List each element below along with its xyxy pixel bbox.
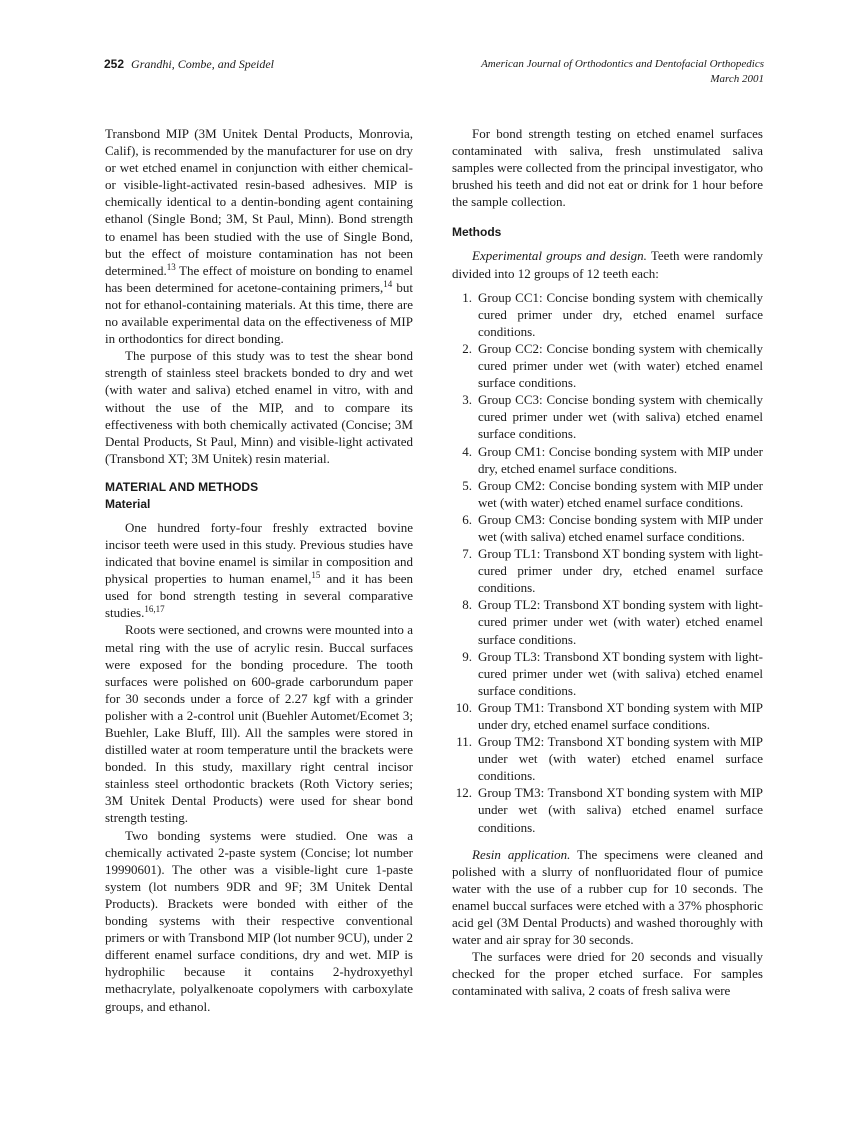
- list-text: Group CC2: Concise bonding system with chemically cured primer under wet (with water) etched enamel surface conditions.: [478, 340, 763, 391]
- text-run: The specimens were cleaned and polished with a slurry of nonfluoridated flour of pumice water with the use of a rubber cup for 10 seconds. The enamel buccal surfaces were etched with a 37% phosphoric acid gel (3M Dental Products) and washed thoroughly with water and air spray for 30 seconds.: [452, 846, 763, 948]
- list-number: 4.: [462, 443, 472, 459]
- material-paragraph-1: [105, 519, 413, 622]
- list-number: 6.: [462, 511, 472, 527]
- list-number: 2.: [462, 340, 472, 356]
- list-number: 7.: [462, 546, 472, 562]
- run-in-heading: Resin application.: [472, 846, 571, 862]
- list-text: Group TM3: Transbond XT bonding system with MIP under wet (with saliva) etched enamel surface conditions.: [478, 785, 763, 835]
- list-text: Group TL3: Transbond XT bonding system with light-cured primer under wet (with saliva) etched enamel surface conditions.: [478, 648, 763, 698]
- subsection-heading-material: Material: [105, 496, 151, 511]
- resin-application-paragraph: [452, 846, 763, 949]
- list-number: 8.: [462, 597, 472, 613]
- list-text: Group TM2: Transbond XT bonding system with MIP under wet (with water) etched enamel surface conditions.: [478, 734, 763, 784]
- surfaces-paragraph: The surfaces were dried for 20 seconds and visually checked for the proper etched surface. For samples contaminated with saliva, 2 coats of fresh saliva were: [452, 949, 763, 999]
- citation: 13: [166, 261, 176, 272]
- list-text: Group CM3: Concise bonding system with MIP under wet (with saliva) etched enamel surface conditions.: [478, 511, 763, 544]
- list-item: [452, 784, 763, 835]
- list-number: 3.: [462, 392, 472, 408]
- issue-date: March 2001: [710, 73, 764, 85]
- text-run: One hundred forty-four freshly extracted bovine incisor teeth were used in this study. Previous studies have indicated that bovine enamel is similar in composition and physical properties to human enamel,: [105, 519, 413, 587]
- group-list: [452, 289, 763, 836]
- running-header-right: [481, 57, 764, 87]
- left-column: [105, 125, 413, 1015]
- list-text: Group CM2: Concise bonding system with MIP under wet (with water) etched enamel surface conditions.: [478, 477, 763, 510]
- citation: 16,17: [144, 604, 165, 615]
- text-run: but not for ethanol-containing materials. At this time, there are no available experimental data on the effectiveness of MIP in orthodontics for direct bonding.: [105, 279, 413, 347]
- intro-paragraph-1: [105, 125, 413, 347]
- list-item: [452, 699, 763, 733]
- list-number: 1.: [462, 289, 472, 305]
- citation: 15: [311, 570, 321, 581]
- list-text: Group TM1: Transbond XT bonding system with MIP under dry, etched enamel surface conditions.: [478, 699, 763, 732]
- section-heading: MATERIAL AND METHODS: [105, 479, 259, 494]
- list-item: [452, 648, 763, 699]
- list-text: Group CC1: Concise bonding system with chemically cured primer under dry, etched enamel surface conditions.: [478, 289, 763, 339]
- running-header-left: [104, 57, 274, 72]
- author-names: Grandhi, Combe, and Speidel: [131, 57, 275, 71]
- list-text: Group CM1: Concise bonding system with MIP under dry, etched enamel surface conditions.: [478, 443, 763, 476]
- list-number: 10.: [455, 699, 472, 715]
- material-paragraph-2: Roots were sectioned, and crowns were mounted into a metal ring with the use of acrylic resin. Buccal surfaces were exposed for the bonding procedure. The tooth surfaces were polished on 600-grade carborundum paper for 30 seconds under a force of 2.27 kgf with a grinder polisher with a 2-control unit (Buehler Automet/Ecomet 3; Buehler, Lake Bluff, Ill). All the samples were stored in distilled water at room temperature until the brackets were bonded. In this study, maxillary right central incisor stainless steel orthodontic brackets (Roth Victory series; 3M Unitek Dental Products) were used for shear bond strength testing.: [105, 622, 413, 826]
- material-paragraph-3: Two bonding systems were studied. One was a chemically activated 2-paste system (Concise; lot number 19990601). The other was a visible-light cure 1-paste system (lot numbers 9DR and 9F; 3M Unitek Dental Products). Brackets were bonded with either of the bonding systems with their respective conventional primers or with Transbond MIP (lot number 9CU), under 2 different enamel surface conditions, dry and wet. MIP is hydrophilic because it contains 2-hydroxyethyl methacrylate, polyalkenoate copolymers with carboxylate groups, and ethanol.: [105, 827, 413, 1014]
- list-item: [452, 596, 763, 647]
- list-text: Group TL2: Transbond XT bonding system with light-cured primer under wet (with water) etched enamel surface conditions.: [478, 597, 763, 647]
- list-item: [452, 545, 763, 596]
- run-in-heading: Experimental groups and design.: [472, 248, 647, 264]
- list-number: 12.: [455, 785, 472, 801]
- list-number: 11.: [456, 734, 472, 750]
- list-number: 9.: [462, 648, 472, 664]
- intro-paragraph-2: The purpose of this study was to test the shear bond strength of stainless steel brackets bonded to dry and wet (with water and saliva) etched enamel in vitro, with and without the use of the MIP, and to compare its effectiveness with both chemically activated (Concise; 3M Dental Products, St Paul, Minn) and visible-light activated (Transbond XT; 3M Unitek) resin material.: [105, 348, 413, 466]
- text-run: The effect of moisture on bonding to enamel has been determined for acetone-containing primers,: [105, 262, 413, 295]
- text-run: and it has been used for bond strength testing in several comparative studies.: [105, 571, 413, 621]
- journal-title: American Journal of Orthodontics and Dentofacial Orthopedics: [481, 58, 764, 70]
- saliva-paragraph: For bond strength testing on etched enamel surfaces contaminated with saliva, fresh unstimulated saliva samples were collected from the principal investigator, who brushed his teeth and did not eat or drink for 1 hour before the sample collection.: [452, 126, 763, 210]
- list-item: [452, 340, 763, 391]
- design-paragraph: [452, 247, 763, 281]
- list-number: 5.: [462, 477, 472, 493]
- page-number: 252: [104, 57, 125, 71]
- list-item: [452, 391, 763, 442]
- right-column: [452, 125, 763, 1000]
- subsection-heading-methods: Methods: [452, 225, 502, 240]
- citation: 14: [383, 278, 393, 289]
- list-text: Group TL1: Transbond XT bonding system with light-cured primer under dry, etched enamel surface conditions.: [478, 546, 763, 596]
- list-item: [452, 477, 763, 511]
- text-run: Teeth were randomly divided into 12 groups of 12 teeth each:: [452, 248, 763, 281]
- list-text: Group CC3: Concise bonding system with chemically cured primer under wet (with saliva) etched enamel surface conditions.: [478, 392, 763, 442]
- text-run: Transbond MIP (3M Unitek Dental Products, Monrovia, Calif), is recommended by the manufacturer for use on dry or wet etched enamel in conjunction with either chemical- or visible-light-activated resin-based adhesives. MIP is chemically identical to a dentin-bonding agent containing ethanol (Single Bond; 3M, St Paul, Minn). Bond strength to enamel has been studied with the use of Single Bond, but the effect of moisture contamination has not been determined.: [105, 126, 413, 278]
- list-item: [452, 289, 763, 340]
- list-item: [452, 511, 763, 545]
- list-item: [452, 443, 763, 477]
- list-item: [452, 733, 763, 784]
